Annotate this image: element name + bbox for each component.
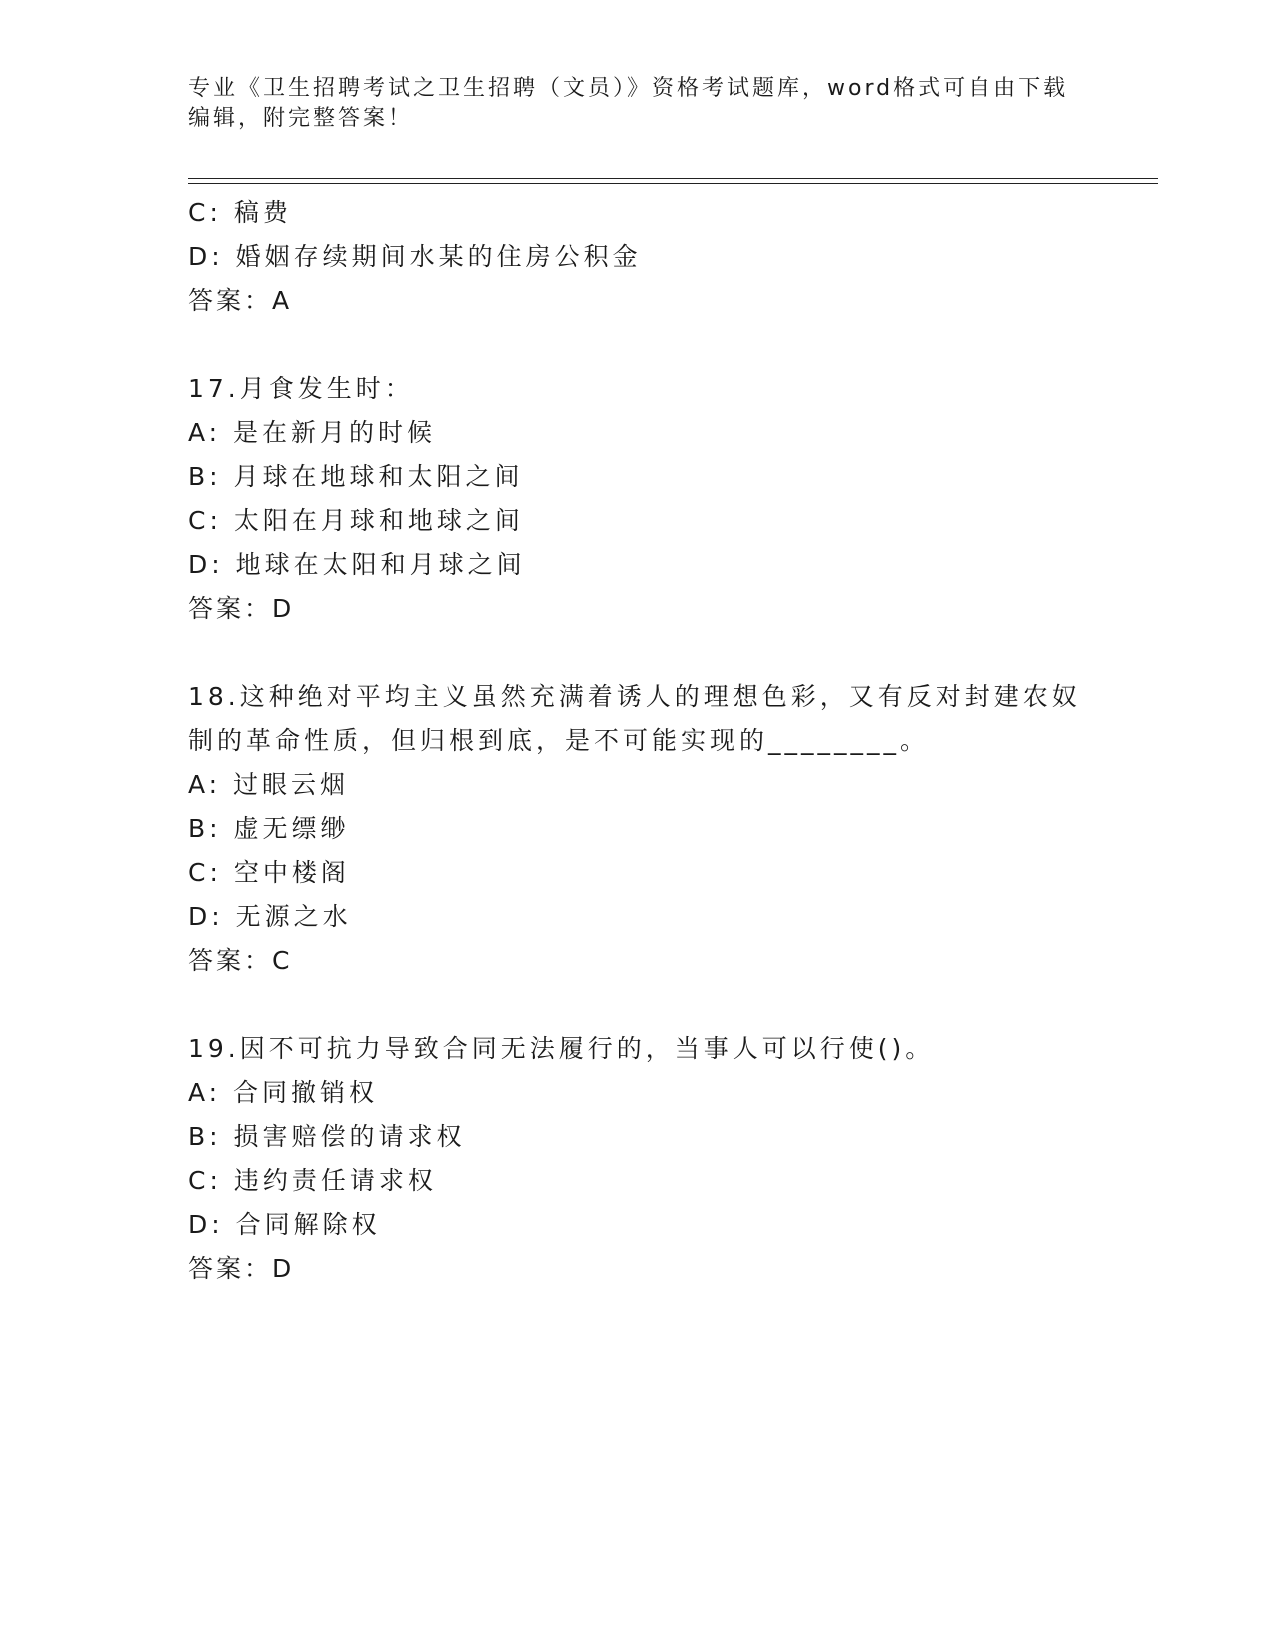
q17-answer: 答案：D <box>188 594 295 623</box>
header-line-2: 编辑，附完整答案！ <box>188 106 414 131</box>
q18-option-b: B: 虚无缥缈 <box>188 814 350 843</box>
q19-option-a: A: 合同撤销权 <box>188 1078 379 1107</box>
q17-option-d: D: 地球在太阳和月球之间 <box>188 550 526 579</box>
q18-option-a: A: 过眼云烟 <box>188 770 350 799</box>
prev-answer: 答案：A <box>188 286 293 315</box>
q18-stem-line-1: 18.这种绝对平均主义虽然充满着诱人的理想色彩，又有反对封建农奴 <box>188 682 1081 711</box>
q18-option-c: C: 空中楼阁 <box>188 858 350 887</box>
q19-option-b: B: 损害赔偿的请求权 <box>188 1122 466 1151</box>
q17-option-a: A: 是在新月的时候 <box>188 418 437 447</box>
q18-stem-line-2: 制的革命性质，但归根到底，是不可能实现的________。 <box>188 726 930 755</box>
q19-option-c: C: 违约责任请求权 <box>188 1166 437 1195</box>
q17-option-c: C: 太阳在月球和地球之间 <box>188 506 524 535</box>
q19-answer: 答案：D <box>188 1254 295 1283</box>
header-divider-bottom <box>188 183 1158 184</box>
prev-option-c: C: 稿费 <box>188 198 292 227</box>
header-divider-top <box>188 178 1158 179</box>
document-header <box>188 74 1088 134</box>
q18-answer: 答案：C <box>188 946 293 975</box>
q17-stem: 17.月食发生时： <box>188 374 414 403</box>
q19-option-d: D: 合同解除权 <box>188 1210 381 1239</box>
q18-option-d: D: 无源之水 <box>188 902 352 931</box>
q17-option-b: B: 月球在地球和太阳之间 <box>188 462 524 491</box>
prev-option-d: D: 婚姻存续期间水某的住房公积金 <box>188 242 642 271</box>
q19-stem: 19.因不可抗力导致合同无法履行的，当事人可以行使()。 <box>188 1034 935 1063</box>
header-line-1: 专业《卫生招聘考试之卫生招聘（文员）》资格考试题库，word格式可自由下载 <box>188 76 1069 101</box>
